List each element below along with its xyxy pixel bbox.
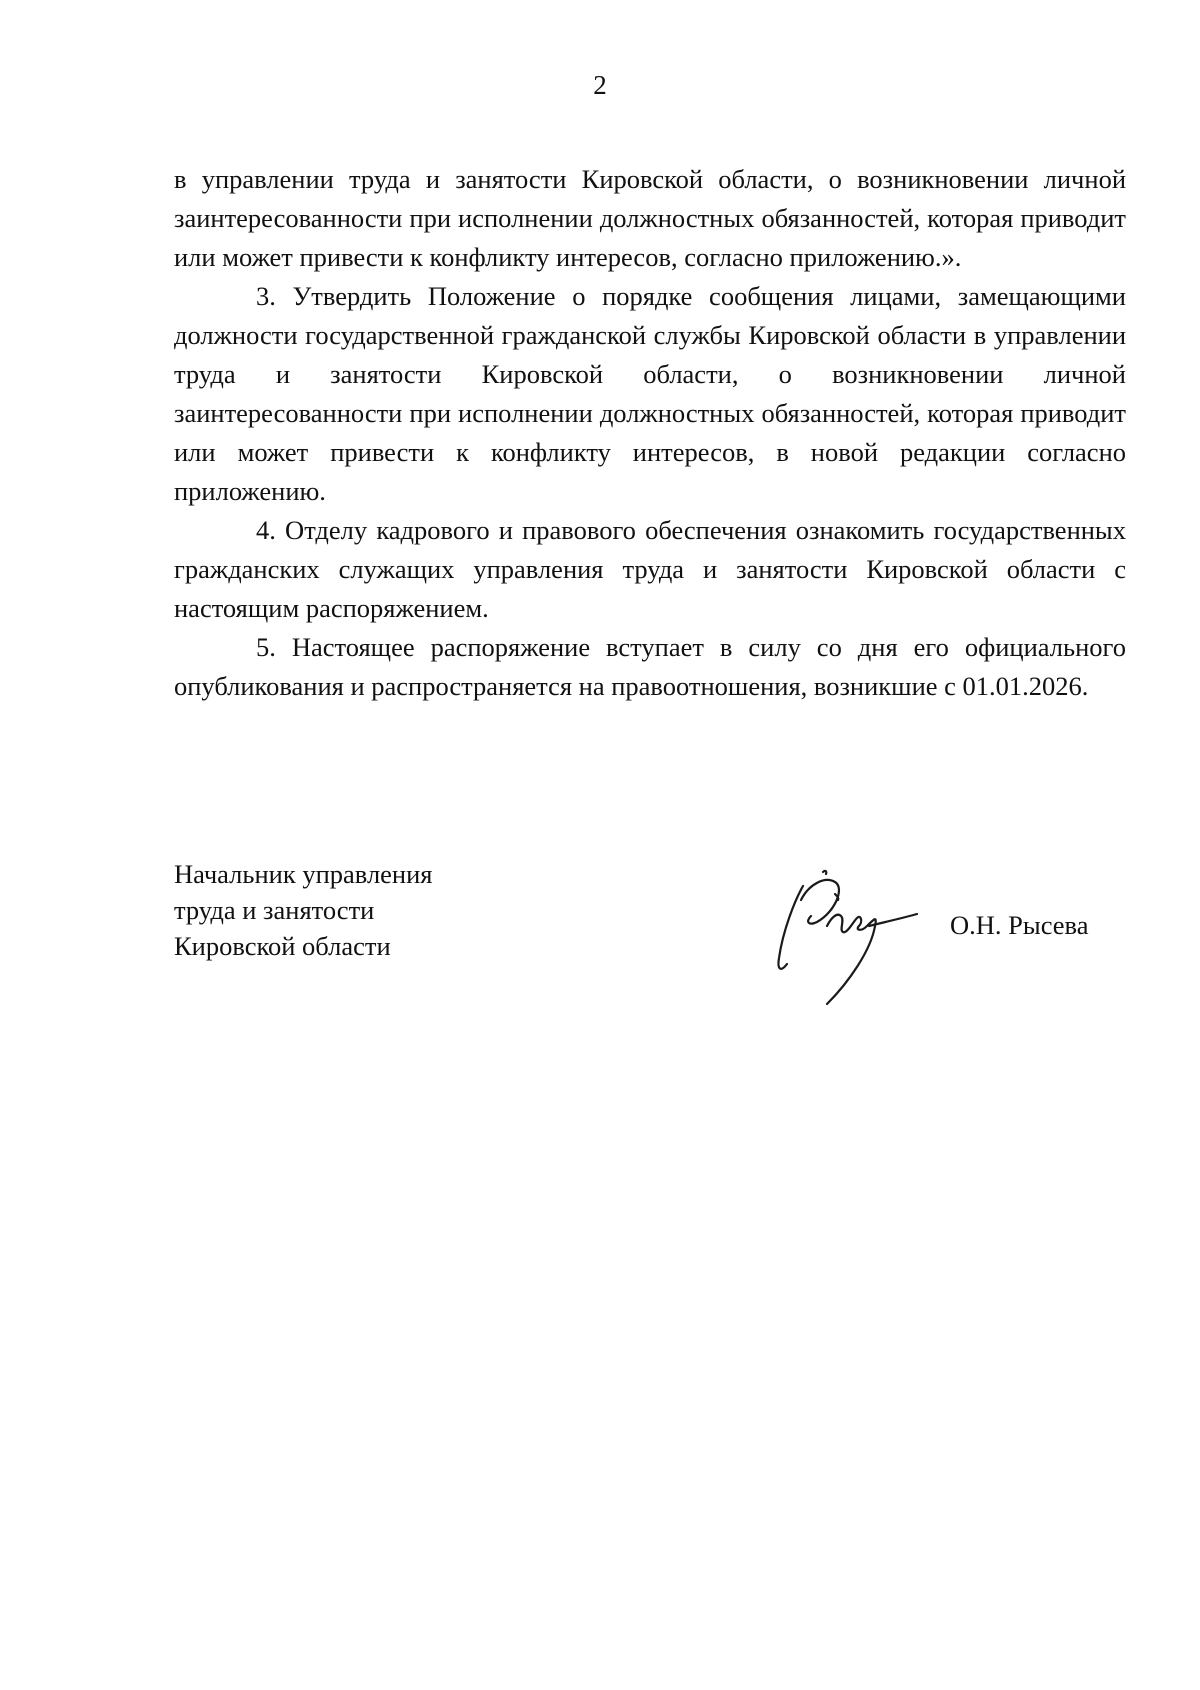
signer-position-line: Начальник управления — [174, 859, 433, 889]
signer-position — [174, 856, 534, 964]
paragraph-item-5: 5. Настоящее распоряжение вступает в силу со дня его официального опубликования и распространяется на правоотношения, возникшие с 01.01.2026. — [174, 632, 1126, 701]
paragraph-item-3: 3. Утвердить Положение о порядке сообщения лицами, замещающими должности государственной гражданской службы Кировской области в управлении труда и занятости Кировской области, о возникновении личной заинтересованности при исполнении должностных обязанностей, которая приводит или может привести к конфликту интересов, в новой редакции согласно приложению. — [174, 281, 1126, 506]
paragraph-item-4: 4. Отделу кадрового и правового обеспечения ознакомить государственных гражданских служащих управления труда и занятости Кировской области с настоящим распоряжением. — [174, 515, 1126, 623]
document-body — [174, 160, 1126, 706]
signer-name: О.Н. Рысева — [950, 910, 1089, 940]
page-number: 2 — [593, 70, 607, 100]
signer-position-line: Кировской области — [174, 931, 391, 961]
handwritten-signature — [765, 860, 925, 1010]
paragraph-continuation: в управлении труда и занятости Кировской области, о возникновении личной заинтересованности при исполнении должностных обязанностей, которая приводит или может привести к конфликту интересов, согласно приложению.». — [174, 164, 1126, 272]
signer-position-line: труда и занятости — [174, 895, 375, 925]
